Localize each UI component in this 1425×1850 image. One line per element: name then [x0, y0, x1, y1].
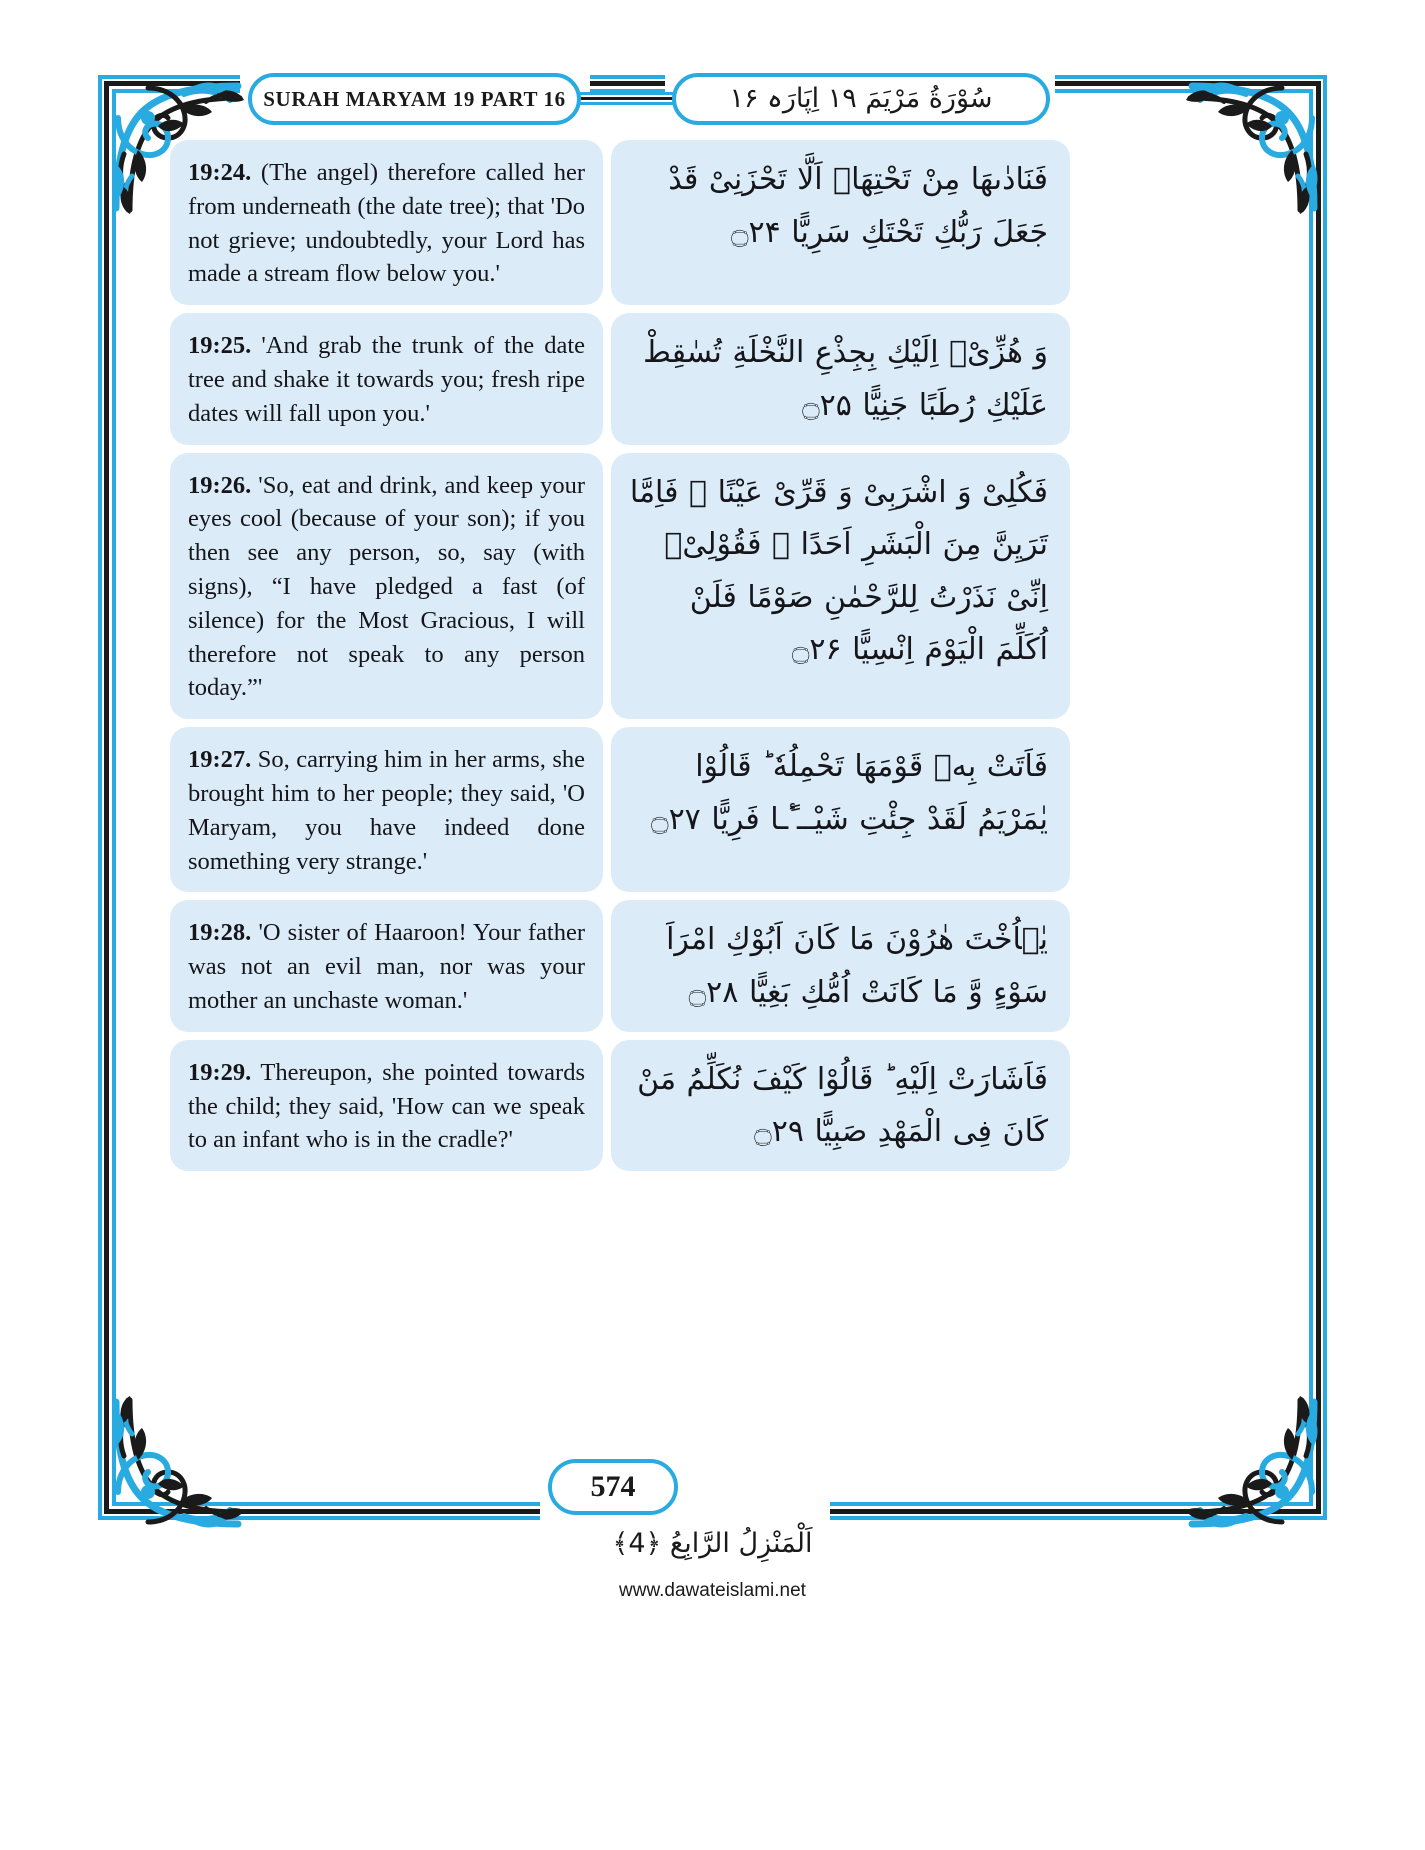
verse-number: 19:28.: [188, 919, 252, 947]
verse-english-text: [188, 916, 585, 1017]
verse-english-cell: [170, 313, 603, 444]
verse-english-body: 'So, eat and drink, and keep your eyes cool (because of your son); if you then see any person, so, say (with signs), “I have pledged a fast (of silence) for the Most Gracious, I will therefore not speak to any person today.”': [188, 471, 586, 702]
verse-row: [170, 900, 1070, 1031]
verse-english-text: [188, 743, 585, 878]
verse-arabic-text: فَكُلِیْ وَ اشْرَبِیْ وَ قَرِّیْ عَیْنًا ۚ فَاِمَّا تَرَیِنَّ مِنَ الْبَشَرِ اَحَدًا ۙ فَقُوْلِیْۤ اِنِّیْ نَذَرْتُ لِلرَّحْمٰنِ صَوْمًا فَلَنْ اُكَلِّمَ الْیَوْمَ اِنْسِیًّا ۝۲۶: [629, 474, 1048, 668]
verse-row: [170, 727, 1070, 892]
verse-english-cell: [170, 140, 603, 305]
verse-row: [170, 1040, 1070, 1171]
verse-arabic-cell: [611, 900, 1070, 1031]
verse-english-cell: [170, 453, 603, 720]
surah-header-arabic: [672, 73, 1050, 125]
manzil-label: اَلْمَنْزِلُ الرَّابِعُ ﴿4﴾: [612, 1528, 813, 1559]
verse-english-body: 'O sister of Haaroon! Your father was not an evil man, nor was your mother an unchaste woman.': [188, 919, 585, 1014]
verse-row: [170, 313, 1070, 444]
verse-number: 19:24.: [188, 159, 252, 186]
verse-number: 19:29.: [188, 1058, 252, 1086]
verse-arabic-cell: [611, 453, 1070, 720]
page-number: 574: [590, 1470, 636, 1503]
surah-header-arabic-label: سُوْرَةُ مَرْیَمَ ۱۹ اِپَارَہ ۱۶: [729, 82, 993, 114]
website-url: www.dawateislami.net: [619, 1580, 806, 1601]
verse-english-cell: [170, 900, 603, 1031]
verse-number: 19:26.: [188, 471, 252, 499]
verse-arabic-cell: [611, 727, 1070, 892]
verse-english-text: [188, 469, 585, 706]
verse-english-cell: [170, 727, 603, 892]
verse-number: 19:27.: [188, 746, 252, 774]
surah-header-english-label: SURAH MARYAM 19 PART 16: [263, 86, 566, 111]
verse-english-text: [188, 329, 585, 430]
verse-arabic-cell: [611, 313, 1070, 444]
verse-english-text: [188, 1056, 585, 1157]
verse-english-text: [188, 156, 585, 291]
verse-arabic-text: فَاَتَتْ بِهٖ قَوْمَهَا تَحْمِلُهٗ ؕ قَالُوْا یٰمَرْیَمُ لَقَدْ جِئْتِ شَیْــٴًـا فَرِیًّا ۝۲۷: [650, 749, 1048, 837]
verse-english-body: Thereupon, she pointed towards the child; they said, 'How can we speak to an infant who is in the cradle?': [188, 1058, 585, 1154]
verse-number: 19:25.: [188, 332, 252, 360]
verse-arabic-text: یٰۤاُخْتَ هٰرُوْنَ مَا كَانَ اَبُوْكِ امْرَاَ سَوْءٍ وَّ مَا كَانَتْ اُمُّكِ بَغِیًّا ۝۲۸: [666, 922, 1048, 1010]
verse-english-body: So, carrying him in her arms, she brought him to her people; they said, 'O Maryam, you have indeed done something very strange.': [188, 746, 585, 875]
verse-arabic-text: فَاَشَارَتْ اِلَیْهِ ؕ قَالُوْا كَیْفَ نُكَلِّمُ مَنْ كَانَ فِی الْمَهْدِ صَبِیًّا ۝۲۹: [637, 1061, 1048, 1150]
verse-english-body: 'And grab the trunk of the date tree and shake it towards you; fresh ripe dates will fall upon you.': [188, 332, 585, 427]
verse-list: [170, 140, 1070, 1179]
surah-header-english: [248, 73, 581, 125]
verse-arabic-cell: [611, 140, 1070, 305]
verse-arabic-cell: [611, 1040, 1070, 1171]
verse-english-cell: [170, 1040, 603, 1171]
page-number-badge: [548, 1459, 678, 1515]
verse-english-body: (The angel) therefore called her from underneath (the date tree); that 'Do not grieve; undoubtedly, your Lord has made a stream flow below you.': [188, 159, 586, 288]
verse-arabic-text: وَ هُزِّیْۤ اِلَیْكِ بِجِذْعِ النَّخْلَةِ تُسٰقِطْ عَلَیْكِ رُطَبًا جَنِیًّا ۝۲۵: [643, 335, 1048, 423]
verse-row: [170, 140, 1070, 305]
verse-arabic-text: فَنَادٰىهَا مِنْ تَحْتِهَاۤ اَلَّا تَحْزَنِیْ قَدْ جَعَلَ رَبُّكِ تَحْتَكِ سَرِیًّا ۝۲۴: [668, 162, 1048, 250]
header-connector-lines: [578, 92, 676, 106]
verse-row: [170, 453, 1070, 720]
